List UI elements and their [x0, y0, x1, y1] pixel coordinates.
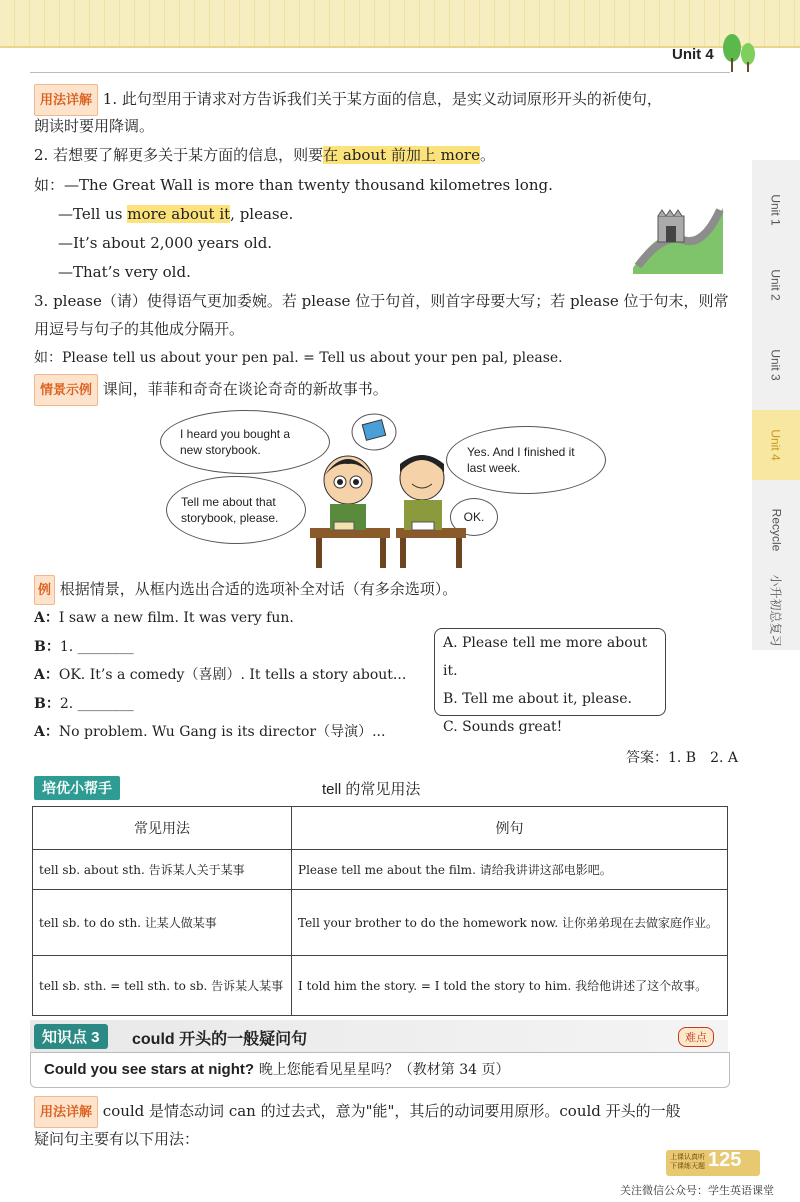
knowledge-label: 知识点 3 — [34, 1024, 108, 1049]
header-band — [0, 0, 800, 48]
bubble-tell-me: Tell me about that storybook, please. — [166, 476, 306, 544]
header-rule — [30, 72, 730, 73]
difficulty-badge: 难点 — [678, 1027, 714, 1047]
usage-p1: 用法详解 1. 此句型用于请求对方告诉我们关于某方面的信息，是实义动词原形开头的祈使句， — [34, 84, 662, 116]
usage-p3: 3. please（请）使得语气更加委婉。若 please 位于句首，则首字母要大写；若 please 位于句末，则常 — [34, 292, 729, 310]
wechat-note: 关注微信公众号：学生英语课堂 — [620, 1185, 774, 1197]
tree-icon — [718, 30, 758, 74]
tab-recycle[interactable]: Recycle — [769, 508, 783, 552]
dialogue-line-4: B：2. ________ — [34, 696, 134, 712]
usage-table — [32, 806, 728, 1016]
option-a: A. Please tell me more about it. — [443, 635, 648, 679]
option-b: B. Tell me about it, please. — [443, 691, 632, 707]
dialogue-line-5: A：No problem. Wu Gang is its director（导演）... — [34, 724, 386, 740]
dialogue-line-3: A：OK. It’s a comedy（喜剧）. It tells a story about... — [34, 667, 407, 683]
table-cell: I told him the story. = I told the story to him. 我给他讲述了这个故事。 — [292, 956, 728, 1016]
tab-unit-2[interactable]: Unit 2 — [768, 269, 783, 301]
bubble-ok: OK. — [450, 498, 498, 536]
usage-tag: 用法详解 — [34, 84, 98, 116]
table-cell: Please tell me about the film. 请给我讲讲这部电影吧。 — [292, 850, 728, 890]
dialogue-line-2: B：1. ________ — [34, 639, 134, 655]
table-header: 例句 — [292, 807, 728, 850]
option-c: C. Sounds great! — [443, 719, 563, 735]
table-cell: tell sb. sth. = tell sth. to sb. 告诉某人某事 — [33, 956, 292, 1016]
tab-unit-3[interactable]: Unit 3 — [768, 349, 783, 381]
footer-labels: 上课认真听 下课练天题 — [670, 1154, 705, 1170]
knowledge-example: Could you see stars at night? 晚上您能看见星星吗？（教材第 34 页） — [44, 1061, 510, 1078]
example-2: —Tell us more about it, please. — [58, 205, 294, 223]
answer: 答案：1. B 2. A — [626, 750, 739, 766]
children-illustration — [300, 442, 470, 572]
knowledge-usage-tag: 用法详解 — [34, 1096, 98, 1128]
dialogue-line-1: A：I saw a new film. It was very fun. — [34, 610, 294, 626]
great-wall-illustration — [628, 188, 728, 274]
usage-p2: 2. 若想要了解更多关于某方面的信息，则要在 about 前加上 more。 — [34, 146, 495, 164]
example-4: —That’s very old. — [58, 263, 191, 281]
usage-p1-cont: 朗读时要用降调。 — [34, 117, 155, 135]
helper-title: tell 的常见用法 — [322, 781, 421, 798]
example-3: —It’s about 2,000 years old. — [58, 234, 273, 252]
table-header: 常见用法 — [33, 807, 292, 850]
unit-title: Unit 4 — [672, 46, 714, 63]
bubble-finished: Yes. And I finished it last week. — [446, 426, 606, 494]
tab-unit-1[interactable]: Unit 1 — [768, 194, 783, 226]
knowledge-usage: 用法详解 could 是情态动词 can 的过去式，意为"能"，其后的动词要用原形。could 开头的一般 — [34, 1096, 681, 1128]
page-number: 125 — [708, 1149, 742, 1171]
helper-tag: 培优小帮手 — [34, 776, 120, 800]
table-cell: tell sb. to do sth. 让某人做某事 — [33, 890, 292, 956]
tab-review[interactable]: 小升初总复习 — [768, 573, 783, 647]
scene-intro: 情景示例 课间，菲菲和奇奇在谈论奇奇的新故事书。 — [34, 374, 388, 406]
exercise-tag: 例 — [34, 575, 55, 605]
tab-unit-4[interactable]: Unit 4 — [752, 410, 800, 480]
usage-p3-cont: 用逗号与句子的其他成分隔开。 — [34, 320, 245, 338]
bubble-heard: I heard you bought a new storybook. — [160, 410, 330, 474]
scene-tag: 情景示例 — [34, 374, 98, 406]
table-cell: tell sb. about sth. 告诉某人关于某事 — [33, 850, 292, 890]
exercise-instruction: 例 根据情景，从框内选出合适的选项补全对话（有多余选项）。 — [34, 575, 457, 605]
knowledge-title: could 开头的一般疑问句 — [132, 1031, 308, 1048]
usage-p3-example: 如：Please tell us about your pen pal. = Tell us about your pen pal, please. — [34, 350, 563, 366]
options-box — [434, 628, 666, 735]
knowledge-usage-cont: 疑问句主要有以下用法： — [34, 1130, 200, 1148]
table-cell: Tell your brother to do the homework now. 让你弟弟现在去做家庭作业。 — [292, 890, 728, 956]
example-1: 如：—The Great Wall is more than twenty thousand kilometres long. — [34, 176, 553, 194]
